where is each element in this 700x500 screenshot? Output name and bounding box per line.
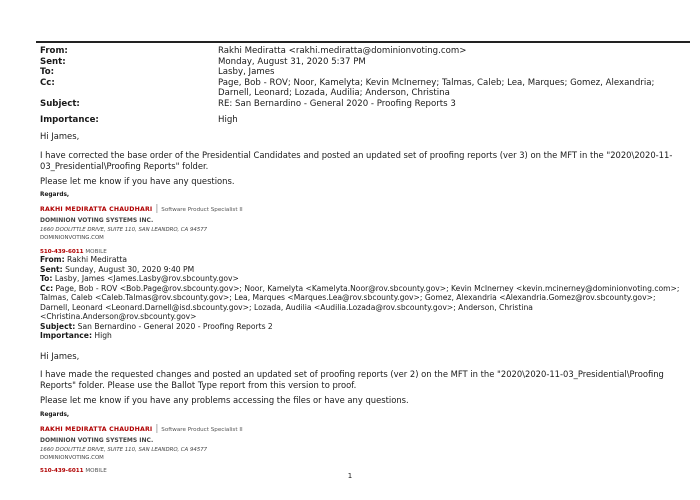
sent-value: Monday, August 31, 2020 5:37 PM <box>218 56 366 67</box>
signature-2 <box>40 411 680 476</box>
subject-value: San Bernardino - General 2020 - Proofing Reports 2 <box>77 321 273 331</box>
importance-label: Importance: <box>40 331 92 340</box>
cc-value: Page, Bob - ROV <Bob.Page@rov.sbcounty.gov>; Noor, Kamelyta <Kamelyta.Noor@rov.sbcounty.gov>; Kevin McInerney <kevin.mcinerney@dominionvoting.com>; Talmas, Caleb <Caleb.Talmas@rov.sbcounty.gov>; Lea, Marques <Marques.Lea@rov.sbcounty.gov>; Gomez, Alexandria <Alexandria.Gomez@rov.sbcounty.gov>; Darnell, Leonard <Leonard.Darnell@isd.sbcounty.gov>; Lozada, Audilia <Audilia.Lozada@rov.sbcounty.gov>; Anderson, Christina <Christina.Anderson@rov.sbcounty.gov> <box>40 283 680 321</box>
sig-name: RAKHI MEDIRATTA CHAUDHARI <box>40 205 153 213</box>
email1-greeting: Hi James, <box>40 131 80 141</box>
sig-phone: 510-439-6011 <box>40 467 84 474</box>
email1-paragraph-1: I have corrected the base order of the Presidential Candidates and posted an updated set of proofing reports (ver 3) on the MFT in the "2020\2020-11-03_Presidential\Proofing Reports" folder. <box>40 150 673 171</box>
cc-label: Cc: <box>40 77 55 88</box>
to-value: Lasby, James <James.Lasby@rov.sbcounty.gov> <box>54 274 239 283</box>
from-label: From: <box>40 46 68 56</box>
importance-value: High <box>94 331 112 340</box>
sig-company: DOMINION VOTING SYSTEMS INC. <box>40 217 154 225</box>
sig-address: 1660 DOOLITTLE DRIVE, SUITE 110, SAN LEANDRO, CA 94577 <box>40 446 208 453</box>
subject-label: Subject: <box>40 321 76 331</box>
sig-website: DOMINIONVOTING.COM <box>40 235 104 242</box>
to-value: Lasby, James <box>218 67 275 78</box>
from-label: From: <box>40 255 65 264</box>
importance-label: Importance: <box>40 114 99 125</box>
sig-name: RAKHI MEDIRATTA CHAUDHARI <box>40 425 153 433</box>
signature-1 <box>40 191 680 257</box>
cc-value: Page, Bob - ROV; Noor, Kamelyta; Kevin McInerney; Talmas, Caleb; Lea, Marques; Gomez, Alexandria; Darnell, Leonard; Lozada, Audilia; Anderson, Christina <box>218 77 655 99</box>
sig-company: DOMINION VOTING SYSTEMS INC. <box>40 437 154 445</box>
subject-value: RE: San Bernardino - General 2020 - Proofing Reports 3 <box>218 98 456 109</box>
sig-phone: 510-439-6011 <box>40 248 84 255</box>
sig-regards: Regards, <box>40 192 70 198</box>
email2-paragraph-1: I have made the requested changes and posted an updated set of proofing reports (ver 2) on the MFT in the "2020\2020-11-03_Presidential\Proofing Reports" folder. Please use the Ballot Type report from this version to proof. <box>40 369 664 390</box>
email1-header <box>40 46 680 125</box>
sig-website: DOMINIONVOTING.COM <box>40 455 104 462</box>
sig-separator: | <box>155 422 159 433</box>
sig-phone-type: MOBILE <box>85 248 107 255</box>
sent-label: Sent: <box>40 264 63 274</box>
subject-label: Subject: <box>40 98 80 109</box>
sig-address: 1660 DOOLITTLE DRIVE, SUITE 110, SAN LEANDRO, CA 94577 <box>40 226 208 233</box>
from-value: Rakhi Mediratta <rakhi.mediratta@dominionvoting.com> <box>218 46 467 56</box>
sent-value: Sunday, August 30, 2020 9:40 PM <box>65 264 195 274</box>
sig-phone-type: MOBILE <box>85 467 107 474</box>
email1-paragraph-2: Please let me know if you have any questions. <box>40 176 235 186</box>
email2-paragraph-2: Please let me know if you have any problems accessing the files or have any questions. <box>40 395 409 405</box>
header-rule <box>36 41 690 43</box>
sig-separator: | <box>155 202 159 213</box>
page-number: 1 <box>347 472 353 480</box>
email2-greeting: Hi James, <box>40 351 80 361</box>
sig-title: Software Product Specialist II <box>161 426 243 433</box>
email2-header <box>40 255 680 341</box>
sig-title: Software Product Specialist II <box>161 206 243 213</box>
to-label: To: <box>40 274 53 283</box>
from-value: Rakhi Mediratta <box>67 255 128 264</box>
sent-label: Sent: <box>40 56 66 67</box>
sig-regards: Regards, <box>40 412 70 418</box>
to-label: To: <box>40 67 55 78</box>
cc-label: Cc: <box>40 283 54 293</box>
importance-value: High <box>218 114 238 125</box>
